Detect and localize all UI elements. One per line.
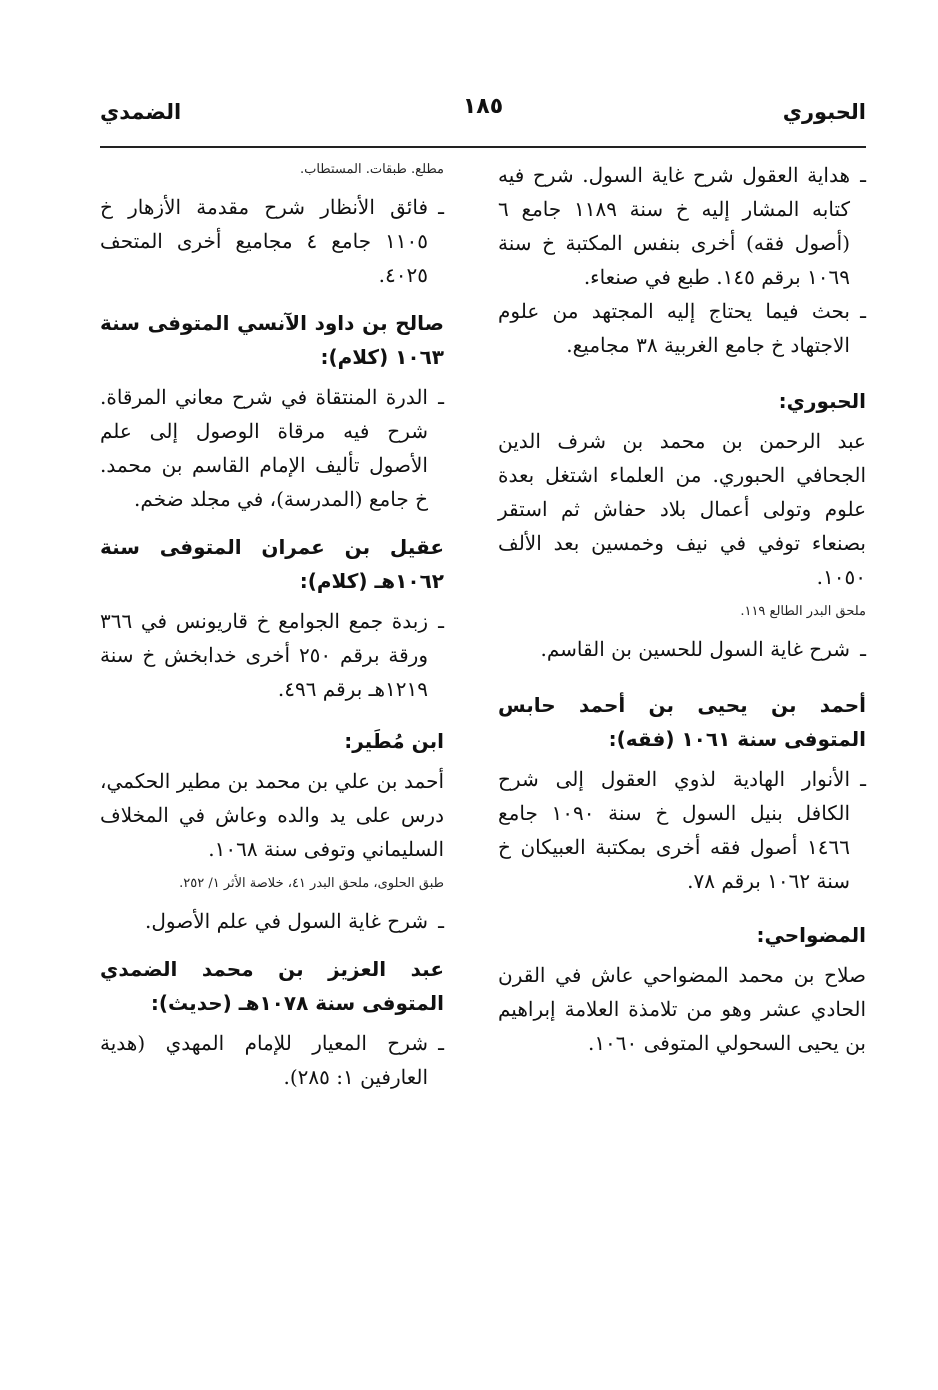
- item-text: الأنوار الهادية لذوي العقول إلى شرح الكافل بنيل السول خ سنة ١٠٩٠ جامع ١٤٦٦ أصول فقه أخرى بمكتبة العبيكان خ سنة ١٠٦٢ برقم ٧٨.: [498, 767, 850, 893]
- bullet-dash: ـ: [860, 163, 866, 187]
- entry-paragraph: صلاح بن محمد المضواحي عاش في القرن الحادي عشر وهو من تلامذة العلامة إبراهيم بن يحيى السحولي المتوفى ١٠٦٠.: [498, 963, 866, 1055]
- entry-heading: عبد العزيز بن محمد الضمدي المتوفى سنة ١٠٧٨هـ (حديث):: [100, 957, 444, 1015]
- bullet-dash: ـ: [438, 609, 444, 633]
- list-item: [498, 294, 866, 362]
- list-item: [100, 604, 444, 706]
- list-item: [498, 632, 866, 666]
- bullet-dash: ـ: [860, 299, 866, 323]
- bullet-dash: ـ: [438, 1031, 444, 1055]
- entry-heading: المضواحي:: [756, 923, 866, 947]
- entry-heading: ابن مُطَير:: [344, 729, 444, 753]
- entry-paragraph: عبد الرحمن بن محمد بن شرف الدين الجحافي الحبوري. من العلماء اشتغل بعدة علوم وتولى أعمال بلاد حفاش ثم استقر بصنعاء توفي في نيف وخمسين بعد الألف ١٠٥٠.: [498, 429, 866, 589]
- page-header: [100, 94, 866, 140]
- bullet-dash: ـ: [438, 385, 444, 409]
- item-text: الدرة المنتقاة في شرح معاني المرقاة. شرح فيه مرقاة الوصول إلى علم الأصول تأليف الإمام القاسم بن محمد. خ جامع (المدرسة)، في مجلد ضخم.: [100, 385, 428, 511]
- item-text: شرح غاية السول في علم الأصول.: [145, 909, 428, 933]
- item-text: شرح غاية السول للحسين بن القاسم.: [540, 637, 850, 661]
- list-item: [100, 904, 444, 938]
- right-column: [498, 158, 866, 1066]
- entry-paragraph: أحمد بن علي بن محمد بن مطير الحكمي، درس على يد والده وعاش في المخلاف السليماني وتوفى سنة ١٠٦٨.: [100, 769, 444, 861]
- list-item: [498, 762, 866, 898]
- list-item: [100, 1026, 444, 1094]
- reference-note: طبق الحلوى، ملحق البدر ٤١، خلاصة الأثر ١/ ٢٥٢.: [179, 876, 444, 891]
- entry-heading: صالح بن داود الآنسي المتوفى سنة ١٠٦٣ (كلام):: [100, 311, 444, 369]
- entry-heading: أحمد بن يحيى بن أحمد حابس المتوفى سنة ١٠٦١ (فقه):: [498, 693, 866, 751]
- header-rule: [100, 146, 866, 148]
- item-text: شرح المعيار للإمام المهدي (هدية العارفين ١: ٢٨٥).: [100, 1031, 428, 1089]
- list-item: [100, 190, 444, 292]
- item-text: هداية العقول شرح غاية السول. شرح فيه كتابه المشار إليه خ سنة ١١٨٩ جامع ٦ (أصول فقه) أخرى بنفس المكتبة خ سنة ١٠٦٩ برقم ١٤٥. طبع في صنعاء.: [498, 163, 851, 289]
- item-text: زبدة جمع الجوامع خ قاريونس في ٣٦٦ ورقة برقم ٢٥٠ أخرى خدابخش خ سنة ١٢١٩هـ برقم ٤٩٦.: [100, 609, 428, 701]
- left-column: [100, 158, 444, 1094]
- bullet-dash: ـ: [438, 909, 444, 933]
- page-number: ١٨٥: [462, 94, 504, 119]
- bullet-dash: ـ: [860, 637, 866, 661]
- header-left-title: الضمدي: [100, 100, 182, 124]
- list-item: [100, 380, 444, 516]
- bullet-dash: ـ: [860, 767, 866, 791]
- reference-note: مطلع. طبقات. المستطاب.: [299, 162, 444, 177]
- entry-heading: الحبوري:: [778, 389, 866, 413]
- item-text: فائق الأنظار شرح مقدمة الأزهار خ ١١٠٥ جامع ٤ مجاميع أخرى المتحف ٤٠٢٥.: [100, 195, 429, 287]
- bullet-dash: ـ: [438, 195, 444, 219]
- entry-heading: عقيل بن عمران المتوفى سنة ١٠٦٢هـ (كلام):: [100, 535, 444, 593]
- header-right-title: الحبوري: [782, 100, 866, 124]
- reference-note: ملحق البدر الطالع ١١٩.: [740, 604, 866, 619]
- item-text: بحث فيما يحتاج إليه المجتهد من علوم الاجتهاد خ جامع الغربية ٣٨ مجاميع.: [498, 299, 850, 357]
- list-item: [498, 158, 866, 294]
